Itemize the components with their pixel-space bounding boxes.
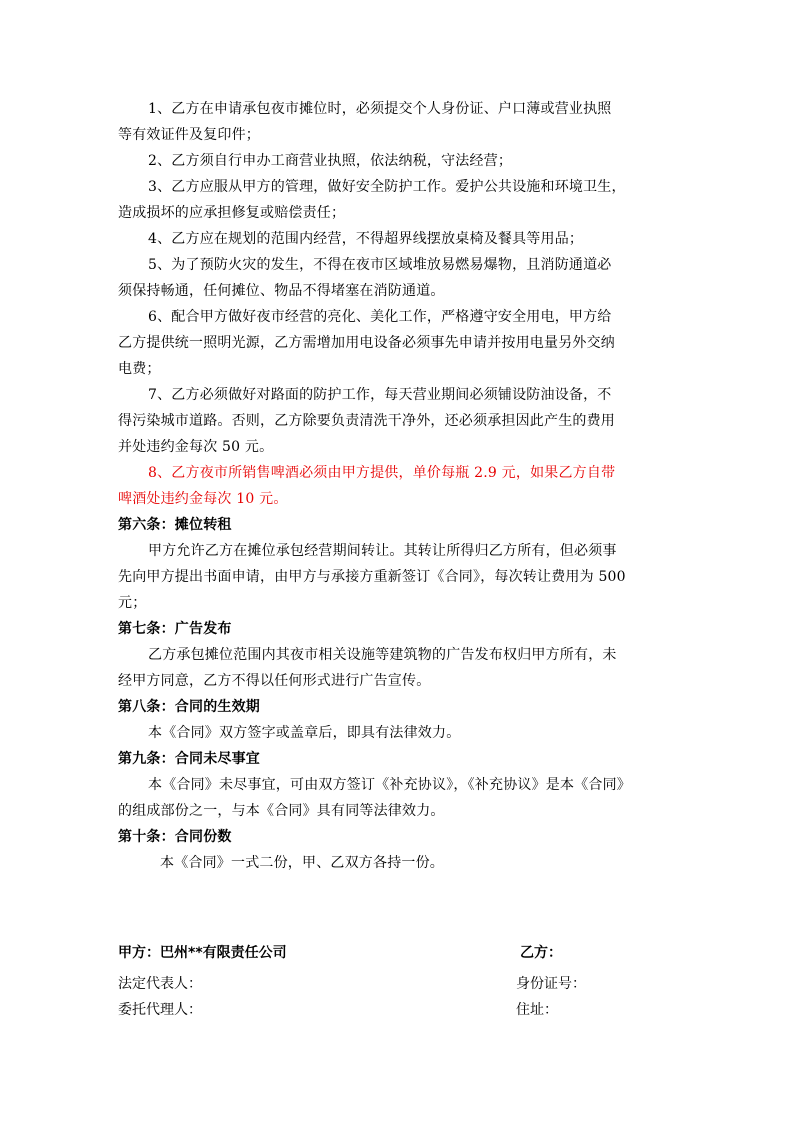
article-6-line-3: 元； [118,595,147,611]
agent-label: 委托代理人： [118,1002,202,1018]
clause-7-line-3: 并处违约金每次 50 元。 [118,439,274,455]
article-7-line-2: 经甲方同意，乙方不得以任何形式进行广告宣传。 [118,673,431,689]
clause-1-line-2: 等有效证件及复印件； [118,127,260,143]
clause-8-line-2: 啤酒处违约金每次 10 元。 [118,491,288,507]
clause-8-line-1: 8、乙方夜市所销售啤酒必须由甲方提供，单价每瓶 2.9 元，如果乙方自带 [148,465,616,481]
id-number-label: 身份证号： [516,976,586,992]
article-10-title: 第十条：合同份数 [118,829,232,845]
clause-5-line-2: 须保持畅通，任何摊位、物品不得堵塞在消防通道。 [118,283,445,299]
clause-3-line-1: 3、乙方应服从甲方的管理，做好安全防护工作。爱护公共设施和环境卫生， [148,179,626,195]
article-6-title: 第六条：摊位转租 [118,517,232,533]
article-8-title: 第八条：合同的生效期 [118,699,260,715]
legal-representative-label: 法定代表人： [118,976,202,992]
clause-7-line-1: 7、乙方必须做好对路面的防护工作，每天营业期间必须铺设防油设备，不 [148,387,612,403]
clause-1-line-1: 1、乙方在申请承包夜市摊位时，必须提交个人身份证、户口薄或营业执照 [148,101,612,117]
article-9-title: 第九条：合同未尽事宜 [118,751,260,767]
article-7-line-1: 乙方承包摊位范围内其夜市相关设施等建筑物的广告发布权归甲方所有，未 [148,647,617,663]
article-6-line-1: 甲方允许乙方在摊位承包经营期间转让。其转让所得归乙方所有，但必须事 [148,543,617,559]
party-b-label: 乙方： [520,945,562,961]
clause-2-line-1: 2、乙方须自行申办工商营业执照，依法纳税，守法经营； [148,153,513,169]
clause-7-line-2: 得污染城市道路。否则，乙方除要负责清洗干净外，还必须承担因此产生的费用 [118,413,615,429]
article-9-line-2: 的组成部份之一，与本《合同》具有同等法律效力。 [118,803,445,819]
clause-3-line-2: 造成损坏的应承担修复或赔偿责任； [118,205,346,221]
clause-6-line-3: 电费； [118,361,161,377]
party-a-label: 甲方：巴州**有限责任公司 [118,945,287,961]
article-8-line-1: 本《合同》双方签字或盖章后，即具有法律效力。 [148,725,461,741]
article-6-line-2: 先向甲方提出书面申请，由甲方与承接方重新签订《合同》，每次转让费用为 500 [118,569,626,585]
clause-6-line-2: 乙方提供统一照明光源，乙方需增加用电设备必须事先申请并按用电量另外交纳 [118,335,615,351]
clause-6-line-1: 6、配合甲方做好夜市经营的亮化、美化工作，严格遵守安全用电，甲方给 [148,309,612,325]
article-10-line-1: 本《合同》一式二份，甲、乙双方各持一份。 [160,855,444,871]
article-9-line-1: 本《合同》未尽事宜，可由双方签订《补充协议》，《补充协议》是本《合同》 [148,777,631,793]
clause-4-line-1: 4、乙方应在规划的范围内经营，不得超界线摆放桌椅及餐具等用品； [148,231,584,247]
article-7-title: 第七条：广告发布 [118,621,232,637]
address-label: 住址： [516,1002,558,1018]
clause-5-line-1: 5、为了预防火灾的发生，不得在夜市区域堆放易燃易爆物，且消防通道必 [148,257,612,273]
